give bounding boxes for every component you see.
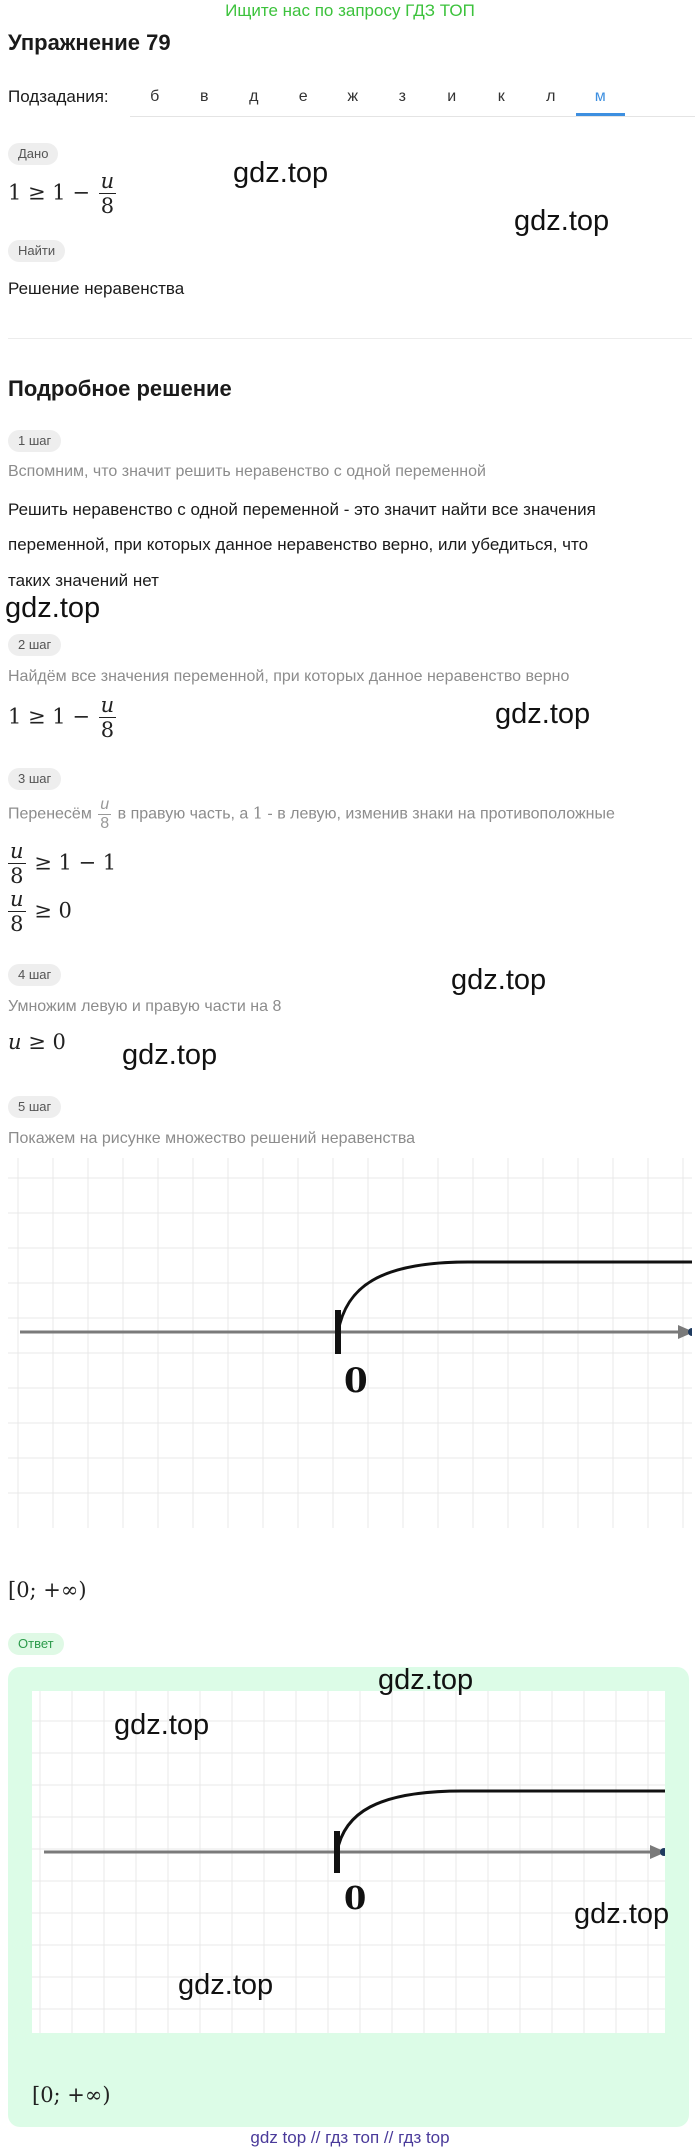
- subtask-tab[interactable]: к: [497, 88, 505, 105]
- step-hint: Перенесём $\frac{u}{8}$ в правую часть, а 1 - в левую, изменив знаки на противоположные: [8, 796, 615, 832]
- subtask-tab[interactable]: и: [447, 88, 457, 105]
- step-hint: Вспомним, что значит решить неравенство с одной переменной: [8, 463, 486, 480]
- subtask-tab[interactable]: б: [150, 88, 160, 105]
- watermark: gdz.top: [495, 698, 591, 730]
- given-chip: Дано: [8, 143, 58, 165]
- step-text-line: Решить неравенство с одной переменной - это значит найти все значения: [8, 500, 596, 519]
- watermark: gdz.top: [514, 205, 610, 237]
- axis-end-dot: [688, 1328, 692, 1336]
- step-chip: 5 шаг: [8, 1096, 61, 1118]
- step-inequality: $\frac{u}{8}$ ≥ 0: [10, 887, 72, 937]
- subtask-tab[interactable]: е: [298, 88, 308, 105]
- watermark: gdz.top: [574, 1898, 670, 1930]
- step-chip: 2 шаг: [8, 634, 61, 656]
- watermark: gdz.top: [378, 1664, 474, 1696]
- subtask-tab-active[interactable]: м: [576, 82, 626, 116]
- step-inequality: u ≥ 0: [8, 1030, 66, 1054]
- footer-links[interactable]: gdz top // гдз топ // гдз top: [250, 2128, 450, 2147]
- step-chip: 3 шаг: [8, 768, 61, 790]
- subtask-tab[interactable]: з: [398, 88, 406, 105]
- answer-chip: Ответ: [8, 1633, 64, 1655]
- step-hint: Умножим левую и правую части на 8: [8, 998, 282, 1015]
- subtasks-tabs: [130, 82, 695, 117]
- step-inequality: 1 ≥ 1 − $\frac{u}{8}$: [8, 693, 115, 743]
- watermark: gdz.top: [122, 1039, 218, 1071]
- interval-result: [0; +∞): [8, 1578, 87, 1602]
- subtask-tab[interactable]: в: [200, 88, 209, 105]
- solution-arc: [338, 1262, 692, 1332]
- subtask-tab[interactable]: ж: [347, 88, 359, 105]
- watermark: gdz.top: [451, 964, 547, 996]
- divider: [8, 338, 692, 339]
- watermark: gdz.top: [178, 1969, 274, 2001]
- step-hint: Найдём все значения переменной, при которых данное неравенство верно: [8, 668, 570, 685]
- step-text-line: переменной, при которых данное неравенство верно, или убедиться, что: [8, 535, 589, 554]
- given-inequality: 1 ≥ 1 − $\frac{u}{8}$: [8, 169, 115, 219]
- find-chip: Найти: [8, 240, 65, 262]
- answer-number-line-figure: [32, 1691, 665, 2033]
- solution-title: Подробное решение: [8, 376, 232, 401]
- step-inequality: $\frac{u}{8}$ ≥ 1 − 1: [10, 839, 117, 889]
- promo-banner[interactable]: Ищите нас по запросу ГДЗ ТОП: [225, 1, 475, 20]
- watermark: gdz.top: [114, 1709, 210, 1741]
- subtask-tab[interactable]: д: [249, 88, 259, 105]
- step-text-line: таких значений нет: [8, 571, 159, 590]
- watermark: gdz.top: [5, 592, 101, 624]
- step-chip: 4 шаг: [8, 964, 61, 986]
- step-hint: Покажем на рисунке множество решений неравенства: [8, 1130, 416, 1147]
- page-title: Упражнение 79: [8, 30, 171, 55]
- number-line-figure: [8, 1158, 692, 1528]
- subtasks-label: Подзадания:: [8, 87, 109, 106]
- axis-label: 0: [344, 1361, 368, 1401]
- watermark: gdz.top: [233, 157, 329, 189]
- axis-label: 0: [344, 1879, 367, 1917]
- find-text: Решение неравенства: [8, 279, 185, 298]
- step-chip: 1 шаг: [8, 430, 61, 452]
- answer-interval: [0; +∞): [32, 2083, 111, 2107]
- grid: [8, 1158, 692, 1528]
- subtask-tab[interactable]: л: [546, 88, 556, 105]
